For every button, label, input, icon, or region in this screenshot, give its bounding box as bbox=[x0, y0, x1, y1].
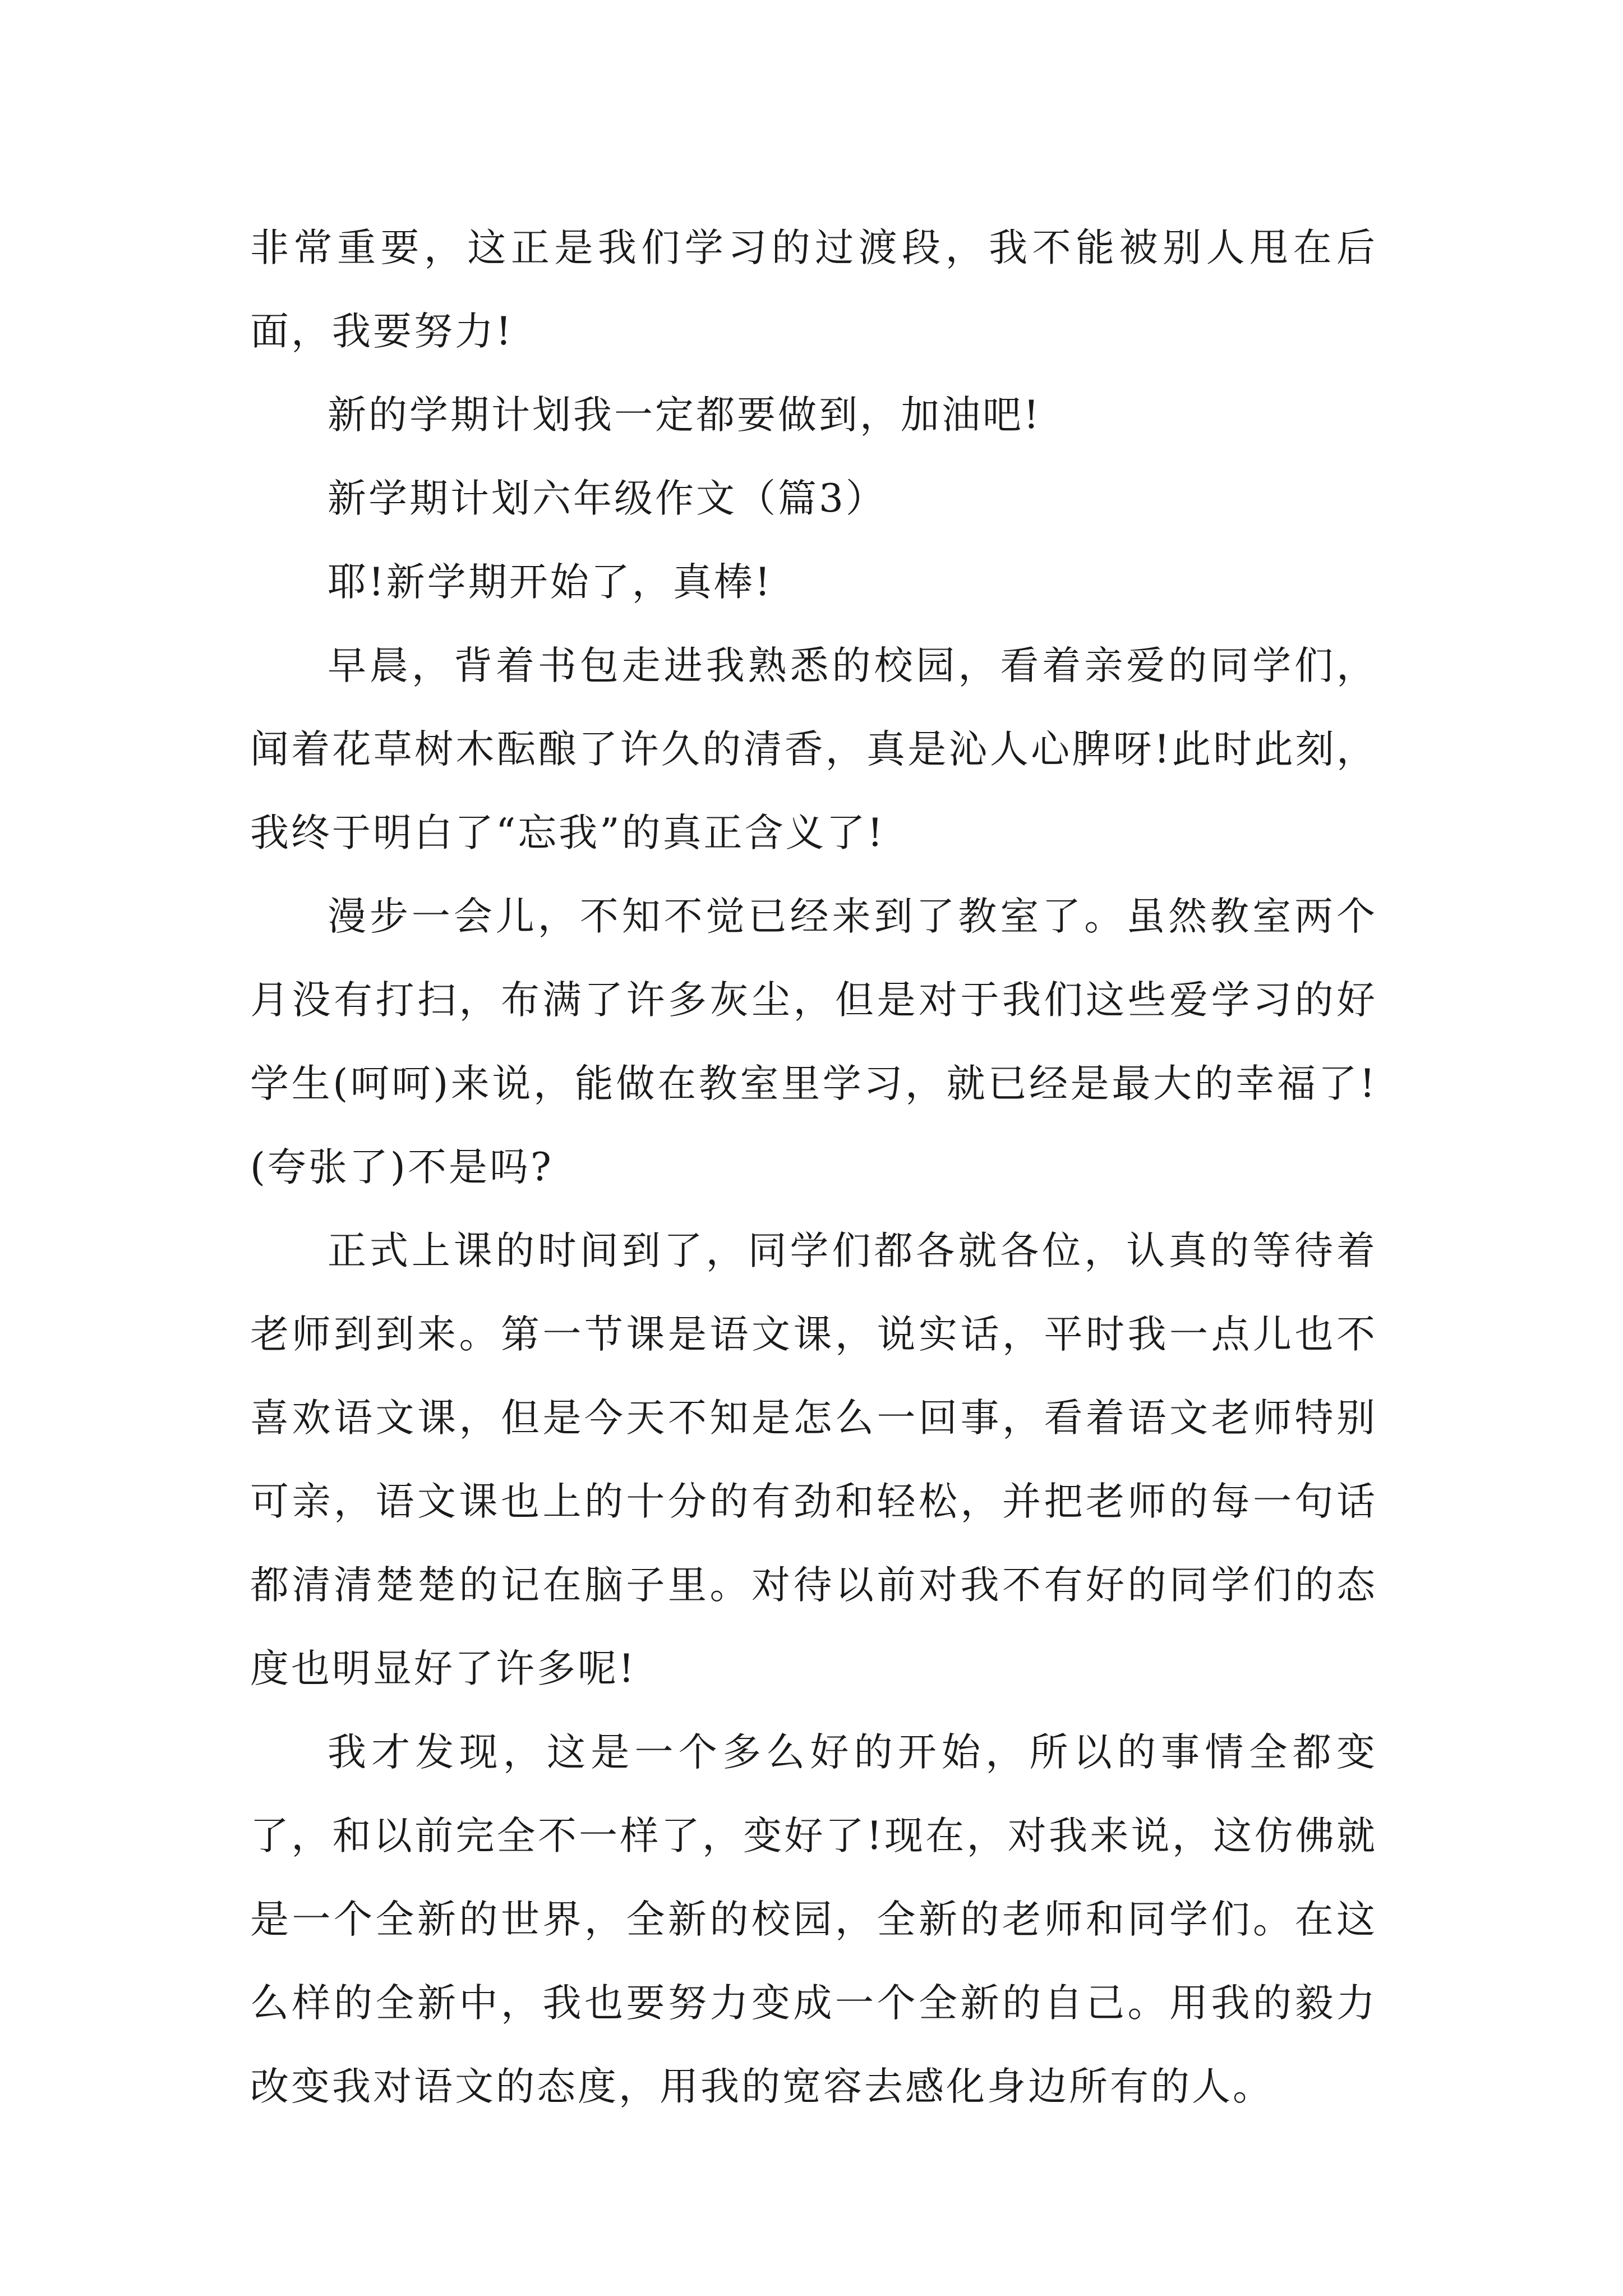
paragraph: 正式上课的时间到了，同学们都各就各位，认真的等待着老师到到来。第一节课是语文课，说实话，平时我一点儿也不喜欢语文课，但是今天不知是怎么一回事，看着语文老师特别可亲，语文课也上的十分的有劲和轻松，并把老师的每一句话都清清楚楚的记在脑子里。对待以前对我不有好的同学们的态度也明显好了许多呢! bbox=[250, 1228, 1377, 1691]
paragraph: 我才发现，这是一个多么好的开始，所以的事情全都变了，和以前完全不一样了，变好了!现在，对我来说，这仿佛就是一个全新的世界，全新的校园，全新的老师和同学们。在这么样的全新中，我也要努力变成一个全新的自己。用我的毅力改变我对语文的态度，用我的宽容去感化身边所有的人。 bbox=[250, 1730, 1377, 2109]
document-body bbox=[250, 206, 1377, 2129]
paragraph: 新的学期计划我一定都要做到，加油吧! bbox=[328, 393, 1041, 438]
section-heading: 新学期计划六年级作文（篇3） bbox=[328, 476, 887, 521]
paragraph: 早晨，背着书包走进我熟悉的校园，看着亲爱的同学们，闻着花草树木酝酿了许久的清香，真是沁人心脾呀!此时此刻，我终于明白了“忘我”的真正含义了! bbox=[250, 643, 1377, 855]
paragraph-continued: 非常重要，这正是我们学习的过渡段，我不能被别人甩在后面，我要努力! bbox=[250, 226, 1377, 354]
paragraph: 漫步一会儿，不知不觉已经来到了教室了。虽然教室两个月没有打扫，布满了许多灰尘，但是对于我们这些爱学习的好学生(呵呵)来说，能做在教室里学习，就已经是最大的幸福了!(夸张了)不是吗? bbox=[250, 894, 1377, 1190]
paragraph: 耶!新学期开始了，真棒! bbox=[328, 560, 773, 605]
